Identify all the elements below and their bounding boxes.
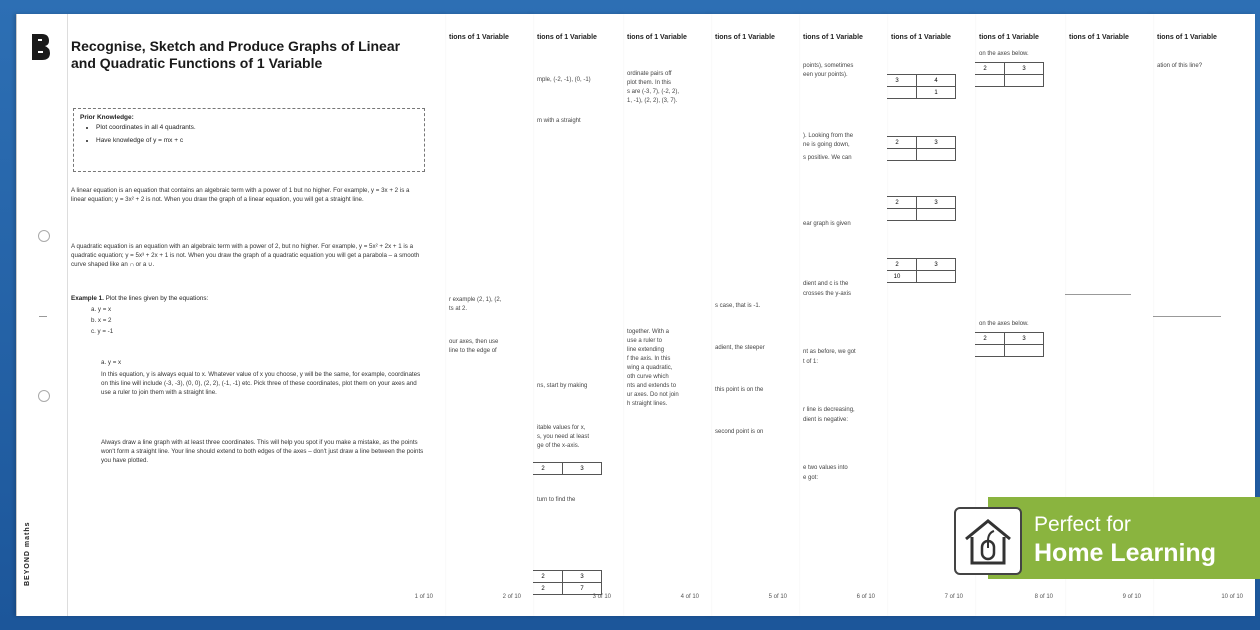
text-fragment: nt as before, we got <box>803 349 856 355</box>
table-cell: 3 <box>917 259 956 271</box>
text-fragment: wing a quadratic, <box>627 365 673 371</box>
page-number: 3 of 10 <box>592 594 611 600</box>
table-cell: 2 <box>974 333 1005 345</box>
fold-mark <box>39 316 47 317</box>
text-fragment: ge of the x-axis. <box>537 443 580 449</box>
example-part: c. y = -1 <box>91 328 114 335</box>
table-cell: 3 <box>563 463 602 475</box>
text-fragment: nts and extends to <box>627 383 677 389</box>
beyond-logo-icon <box>29 32 51 62</box>
text-fragment: itable values for x, <box>537 425 586 431</box>
table-cell: 4 <box>917 75 956 87</box>
text-fragment: on the axes below. <box>979 51 1029 57</box>
page-header: tions of 1 Variable <box>891 34 951 41</box>
page-number: 7 of 10 <box>944 594 963 600</box>
worksheet-page-3 <box>532 14 623 616</box>
brand-name: BEYOND maths <box>24 521 31 586</box>
page-header: tions of 1 Variable <box>449 34 509 41</box>
answer-line <box>1153 316 1221 317</box>
part-a-heading: a. y = x <box>101 359 122 366</box>
value-table <box>532 570 602 595</box>
page-number: 8 of 10 <box>1034 594 1053 600</box>
example-part: a. y = x <box>91 306 112 313</box>
text-fragment: h straight lines. <box>627 401 668 407</box>
table-cell: 3 <box>1005 333 1044 345</box>
linear-definition: A linear equation is an equation that contains an algebraic term with a power of 1 but no higher. For example, y = 3x + 2 is a linear equation; y = 3x² + 2 is not. When you draw the graph of a linear equation, you will get a straight line. <box>71 187 410 203</box>
table-cell: 2 <box>532 463 563 475</box>
text-fragment: dient and c is the <box>803 281 849 287</box>
worksheet-page-1 <box>16 14 445 616</box>
text-fragment: line to the edge of <box>449 348 497 354</box>
prior-knowledge-item: • Plot coordinates in all 4 quadrants. <box>96 124 424 131</box>
text-fragment: r example (2, 1), (2, <box>449 297 502 303</box>
table-cell: 10 <box>886 271 917 283</box>
page-header: tions of 1 Variable <box>627 34 687 41</box>
table-cell: 2 <box>532 571 563 583</box>
worksheet-page-2 <box>444 14 533 616</box>
page-number: 4 of 10 <box>680 594 699 600</box>
table-cell: 3 <box>563 571 602 583</box>
prior-knowledge-item: • Have knowledge of y = mx + c <box>96 137 424 144</box>
text-fragment: s, you need at least <box>537 434 590 440</box>
page-header: tions of 1 Variable <box>803 34 863 41</box>
text-fragment: ordinate pairs off <box>627 71 672 77</box>
text-fragment: r line is decreasing, <box>803 407 855 413</box>
page-header: tions of 1 Variable <box>979 34 1039 41</box>
quadratic-definition: A quadratic equation is an equation with an algebraic term with a power of 2, but no higher. For example, y = 5x² + 2x + 1 is a quadratic equation; y = 5x³ + 2x + 1 is not. When you draw the graph of a quadratic equation you will get a parabola – a smooth curve shaped like an ∩ or a ∪. <box>71 243 420 268</box>
text-fragment: second point is on <box>715 429 764 435</box>
table-cell: 3 <box>1005 63 1044 75</box>
page-header: tions of 1 Variable <box>715 34 775 41</box>
text-fragment: use a ruler to <box>627 338 663 344</box>
text-fragment: on the axes below. <box>979 321 1029 327</box>
worksheet-page-4 <box>622 14 711 616</box>
page-number: 5 of 10 <box>768 594 787 600</box>
value-table <box>532 462 602 475</box>
example-title: Example 1. <box>71 295 104 302</box>
table-cell: 2 <box>974 63 1005 75</box>
text-fragment: turn to find the <box>537 497 576 503</box>
page-number: 2 of 10 <box>502 594 521 600</box>
text-fragment: dient is negative: <box>803 417 849 423</box>
part-a-text: In this equation, y is always equal to x. Whatever value of x you choose, y will be the same, for example, coordinates on this line will include (-3, -3), (0, 0), (2, 2), (-1, -1) etc. Pick three of these coordinates, plot them on your axes and use a ruler to join them with a straight line. <box>101 371 421 396</box>
text-fragment: oth curve which <box>627 374 669 380</box>
text-fragment: s are (-3, 7), (-2, 2), <box>627 89 680 95</box>
table-cell: 2 <box>886 137 917 149</box>
text-fragment: ). Looking from the <box>803 133 854 139</box>
table-cell: 3 <box>917 137 956 149</box>
text-fragment: adient, the steeper <box>715 345 765 351</box>
page-header: tions of 1 Variable <box>537 34 597 41</box>
value-table <box>886 136 956 161</box>
table-cell <box>886 87 917 99</box>
value-table <box>886 258 956 283</box>
table-cell: 2 <box>886 259 917 271</box>
answer-line <box>1065 294 1131 295</box>
text-fragment: een your points). <box>803 72 848 78</box>
worksheet-page-6 <box>798 14 887 616</box>
page-number: 6 of 10 <box>856 594 875 600</box>
text-fragment: f the axis. In this <box>627 356 671 362</box>
page-title: Recognise, Sketch and Produce Graphs of Linear and Quadratic Functions of 1 Variable <box>71 38 401 71</box>
text-fragment: ne is going down, <box>803 142 850 148</box>
table-cell: 2 <box>886 197 917 209</box>
text-fragment: this point is on the <box>715 387 764 393</box>
table-cell: 7 <box>563 583 602 595</box>
table-cell: 3 <box>917 197 956 209</box>
table-cell <box>917 271 956 283</box>
value-table <box>974 332 1044 357</box>
home-computer-icon <box>954 507 1022 575</box>
page-header: tions of 1 Variable <box>1069 34 1129 41</box>
text-fragment: crosses the y-axis <box>803 291 852 297</box>
home-learning-badge <box>988 497 1260 579</box>
worksheet-page-5 <box>710 14 799 616</box>
text-fragment: ur axes. Do not join <box>627 392 679 398</box>
text-fragment: our axes, then use <box>449 339 499 345</box>
page-header: tions of 1 Variable <box>1157 34 1217 41</box>
badge-line-1: Perfect for <box>1034 513 1131 536</box>
punch-hole <box>38 390 50 402</box>
text-fragment: points), sometimes <box>803 63 854 69</box>
tip-text: Always draw a line graph with at least three coordinates. This will help you spot if you make a mistake, as the points won't form a straight line. Your line should extend to both edges of the axes – don't just draw a line between the points you have plotted. <box>101 439 424 464</box>
page-number: 9 of 10 <box>1122 594 1141 600</box>
text-fragment: ear graph is given <box>803 221 851 227</box>
example-text: Plot the lines given by the equations: <box>105 295 209 302</box>
value-table <box>886 196 956 221</box>
prior-knowledge-box <box>73 108 425 172</box>
text-fragment: e two values into <box>803 465 848 471</box>
text-fragment: m with a straight <box>537 118 581 124</box>
text-fragment: s positive. We can <box>803 155 852 161</box>
prior-knowledge-heading: Prior Knowledge: <box>80 114 134 121</box>
text-fragment: line extending <box>627 347 665 353</box>
example-part: b. x = 2 <box>91 317 112 324</box>
text-fragment: together. With a <box>627 329 670 335</box>
text-fragment: plot them. In this <box>627 80 672 86</box>
text-fragment: ns, start by making <box>537 383 588 389</box>
text-fragment: s case, that is -1. <box>715 303 761 309</box>
text-fragment: t of 1: <box>803 359 819 365</box>
page-number: 1 of 10 <box>414 594 433 600</box>
text-fragment: ation of this line? <box>1157 63 1203 69</box>
table-cell: 1 <box>917 87 956 99</box>
text-fragment: ts at 2. <box>449 306 468 312</box>
badge-line-2: Home Learning <box>1034 539 1216 567</box>
example-heading <box>71 294 208 303</box>
text-fragment: mple, (-2, -1), (0, -1) <box>537 77 591 83</box>
table-cell: 3 <box>886 75 917 87</box>
value-table <box>974 62 1044 87</box>
text-fragment: 1, -1), (2, 2), (3, 7). <box>627 98 678 104</box>
value-table <box>886 74 956 99</box>
punch-hole <box>38 230 50 242</box>
page-number: 10 of 10 <box>1221 594 1243 600</box>
text-fragment: e got: <box>803 475 819 481</box>
table-cell: 2 <box>532 583 563 595</box>
